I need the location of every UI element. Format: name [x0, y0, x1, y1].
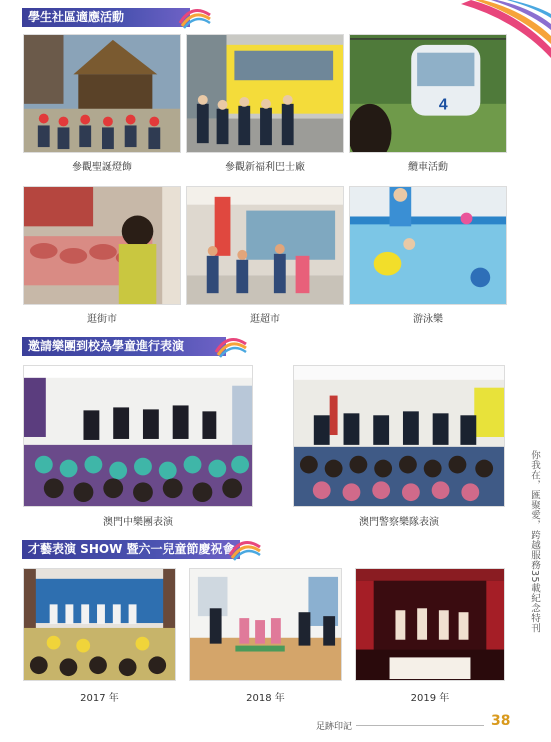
svg-text:4: 4 — [438, 96, 448, 114]
photo-caption: 2017 年 — [80, 693, 119, 704]
rainbow-swirl-icon — [228, 537, 262, 561]
photo-caption: 參觀聖誕燈飾 — [72, 162, 132, 173]
photo-market — [23, 186, 181, 305]
footer-section-label: 足跡印記 — [316, 722, 353, 732]
section-title-text: 學生社區適應活動 — [28, 10, 125, 24]
photo-pool — [349, 186, 507, 305]
footer-divider — [356, 725, 484, 726]
photo-stage-2019 — [355, 568, 505, 681]
section-title-community — [22, 8, 190, 27]
photo-caption: 2018 年 — [246, 693, 285, 704]
photo-bus-depot — [186, 34, 344, 153]
photo-caption: 澳門警察樂隊表演 — [359, 517, 439, 528]
photo-police-band — [293, 365, 505, 507]
photo-stage-2017 — [23, 568, 176, 681]
photo-caption: 游泳樂 — [413, 314, 443, 325]
rainbow-swirl-icon — [178, 5, 212, 29]
photo-caption: 2019 年 — [410, 693, 450, 704]
photo-caption: 澳門中樂團表演 — [103, 517, 173, 528]
page-number: 38 — [491, 713, 511, 729]
section-title-text: 邀請樂團到校為學童進行表演 — [28, 339, 185, 353]
photo-caption: 纜車活動 — [408, 162, 448, 173]
section-title-band-performance — [22, 337, 226, 356]
photo-supermarket — [186, 186, 344, 305]
photo-caption: 逛街市 — [87, 314, 117, 325]
section-title-text: 才藝表演 SHOW 暨六一兒童節慶祝會 — [28, 542, 235, 556]
rainbow-swirl-icon — [214, 334, 248, 358]
publication-side-title: 你我在，匯聚愛，跨越服務35載紀念特刊 — [529, 450, 540, 634]
photo-caption: 參觀新福利巴士廠 — [225, 162, 305, 173]
photo-orchestra — [23, 365, 253, 507]
photo-hall-2018 — [189, 568, 342, 681]
section-title-talent-show — [22, 540, 240, 559]
photo-nativity-display — [23, 34, 181, 153]
photo-caption: 逛超市 — [250, 314, 280, 325]
photo-cable-car — [349, 34, 507, 153]
